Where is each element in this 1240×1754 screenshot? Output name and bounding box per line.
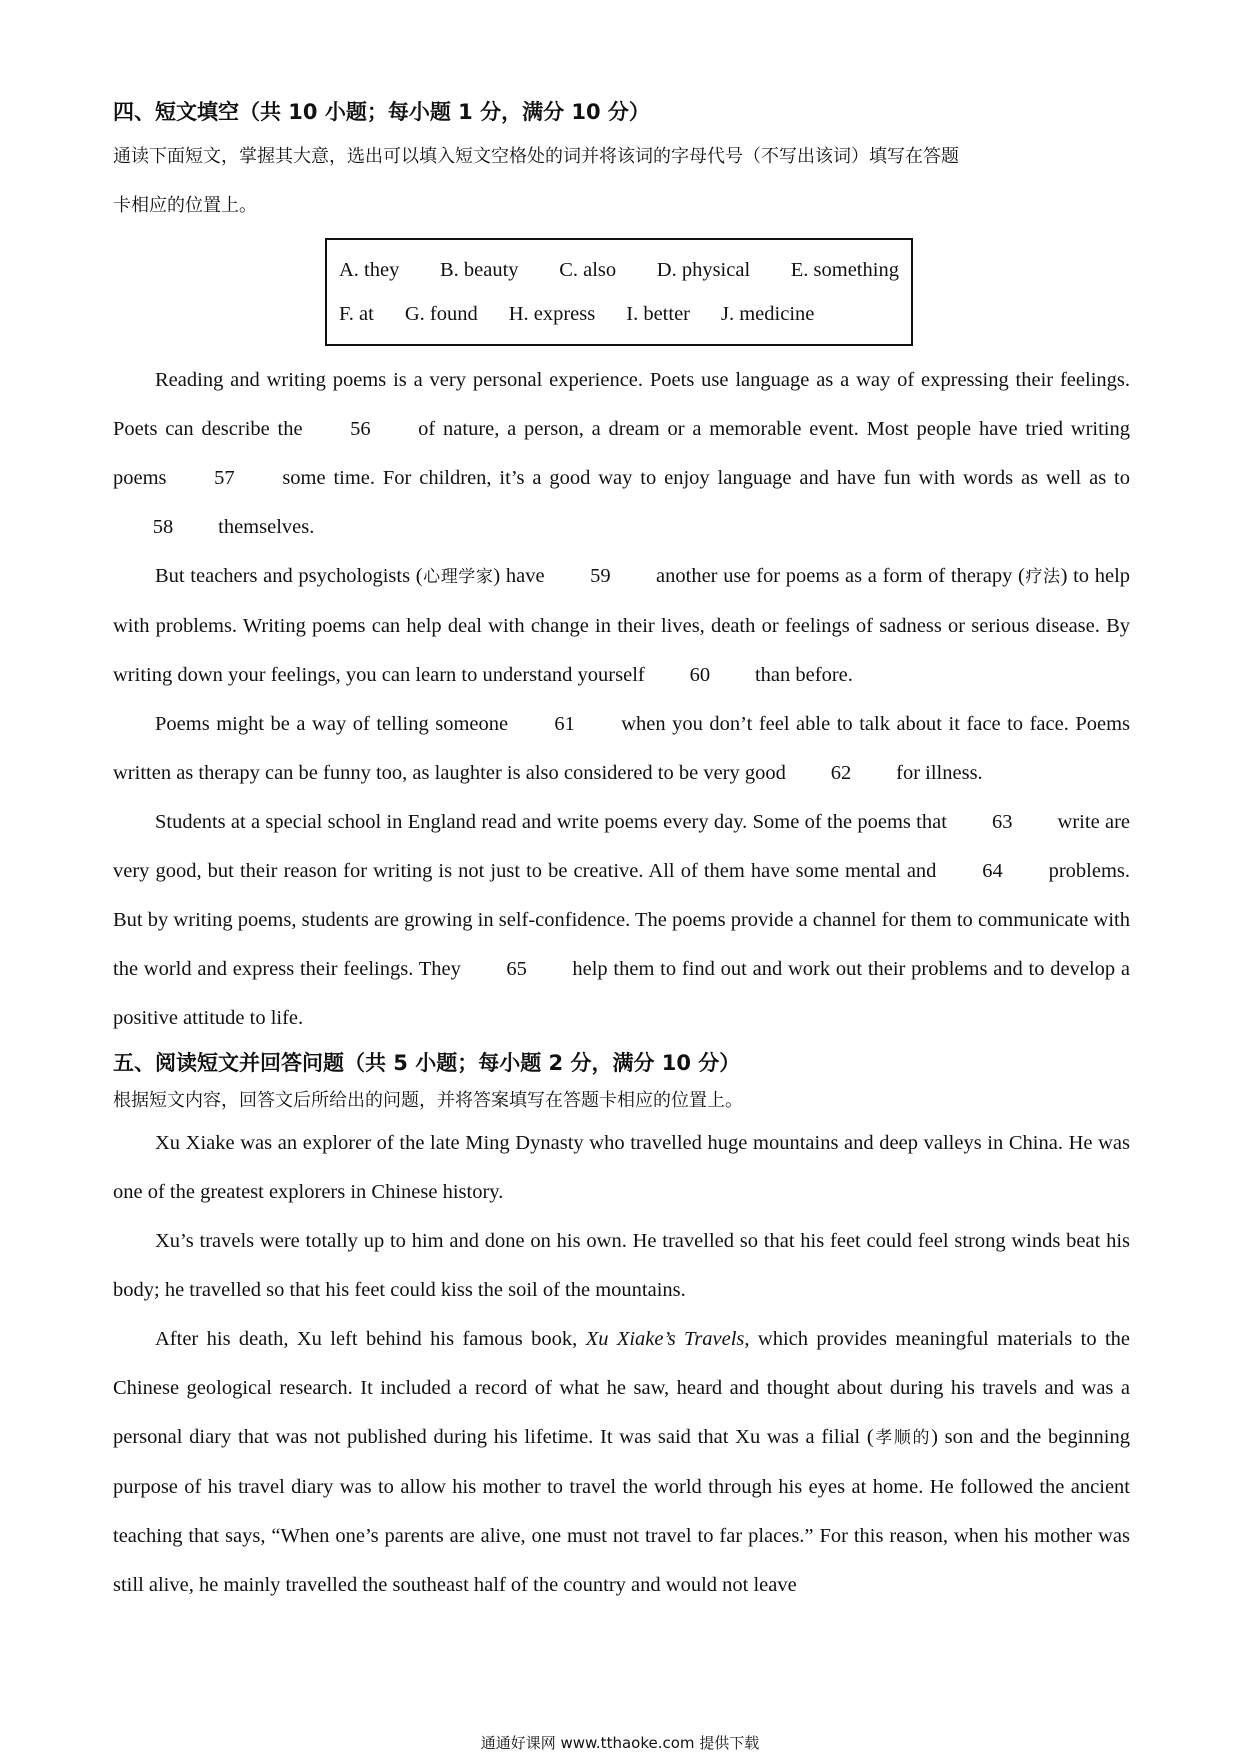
option-g: G. found: [404, 303, 478, 325]
blank-59: 59: [590, 565, 611, 587]
option-h: H. express: [508, 303, 596, 325]
options-row-2: [339, 292, 899, 336]
page-footer: 通通好课网 www.tthaoke.com 提供下载: [480, 1734, 760, 1752]
word-options-box: [325, 238, 913, 346]
option-i: I. better: [626, 303, 690, 325]
instruction-line-2: 卡相应的位置上。: [113, 195, 257, 216]
option-e: E. something: [790, 259, 899, 281]
blank-60: 60: [689, 664, 711, 686]
blank-64: 64: [982, 860, 1003, 882]
instruction-line-1: 通读下面短文，掌握其大意，选出可以填入短文空格处的词并将该词的字母代号（不写出该词）填写在答题: [113, 146, 959, 167]
blank-63: 63: [991, 811, 1013, 833]
section-4-instruction: [113, 132, 1130, 230]
blank-56: 56: [350, 418, 371, 440]
passage-paragraph-3: Poems might be a way of telling someone 61 when you don’t feel able to talk about it face to face. Poems written as therapy can be funny too, as laughter is also considered to be very good 62 for illness.: [113, 700, 1130, 798]
option-d: D. physical: [656, 259, 751, 281]
options-row-1: [339, 248, 899, 292]
reading-paragraph-1: Xu Xiake was an explorer of the late Ming Dynasty who travelled huge mountains and deep valleys in China. He was one of the greatest explorers in Chinese history.: [113, 1132, 1130, 1203]
option-c: C. also: [559, 259, 617, 281]
blank-57: 57: [214, 467, 235, 489]
blank-58: 58: [152, 516, 174, 538]
blank-62: 62: [830, 762, 852, 784]
blank-65: 65: [506, 958, 527, 980]
exam-page: [113, 92, 1130, 1610]
reading-paragraph-3: After his death, Xu left behind his famous book, Xu Xiake’s Travels, which provides meaningful materials to the Chinese geological research. It included a record of what he saw, heard and thought about during his travels and was a personal diary that was not published during his lifetime. It was said that Xu was a filial (孝顺的) son and the beginning purpose of his travel diary was to allow his mother to travel the world through his eyes at home. He followed the ancient teaching that says, “When one’s parents are alive, one must not travel to far places.” For this reason, when his mother was still alive, he mainly travelled the southeast half of the country and would not leave: [113, 1328, 1131, 1596]
blank-61: 61: [554, 713, 575, 735]
section-5-title: 五、阅读短文并回答问题（共 5 小题；每小题 2 分，满分 10 分）: [113, 1051, 741, 1075]
option-a: A. they: [339, 259, 400, 281]
section-4-title: 四、短文填空（共 10 小题；每小题 1 分，满分 10 分）: [113, 100, 650, 124]
passage-paragraph-4: Students at a special school in England read and write poems every day. Some of the poems that 63 write are very good, but their reason for writing is not just to be creative. All of them have some mental and 64 problems. But by writing poems, students are growing in self-confidence. The poems provide a channel for them to communicate with the world and express their feelings. They 65 help them to find out and work out their problems and to develop a positive attitude to life.: [113, 798, 1130, 1043]
passage-paragraph-1: Reading and writing poems is a very personal experience. Poets use language as a way of expressing their feelings. Poets can describe the 56 of nature, a person, a dream or a memorable event. Most people have tried writing poems 57 some time. For children, it’s a good way to enjoy language and have fun with words as well as to 58 themselves.: [113, 356, 1130, 552]
book-title: Xu Xiake’s Travels: [585, 1328, 745, 1350]
option-j: J. medicine: [721, 303, 815, 325]
option-f: F. at: [339, 303, 374, 325]
passage-paragraph-2: But teachers and psychologists (心理学家) have 59 another use for poems as a form of therapy (疗法) to help with problems. Writing poems can help deal with change in their lives, death or feelings of sadness or serious disease. By writing down your feelings, you can learn to understand yourself 60 than before.: [113, 552, 1130, 700]
option-b: B. beauty: [439, 259, 519, 281]
reading-paragraph-2: Xu’s travels were totally up to him and done on his own. He travelled so that his feet could feel strong winds beat his body; he travelled so that his feet could kiss the soil of the mountains.: [113, 1230, 1130, 1301]
section-5-instruction: 根据短文内容，回答文后所给出的问题，并将答案填写在答题卡相应的位置上。: [113, 1090, 743, 1111]
